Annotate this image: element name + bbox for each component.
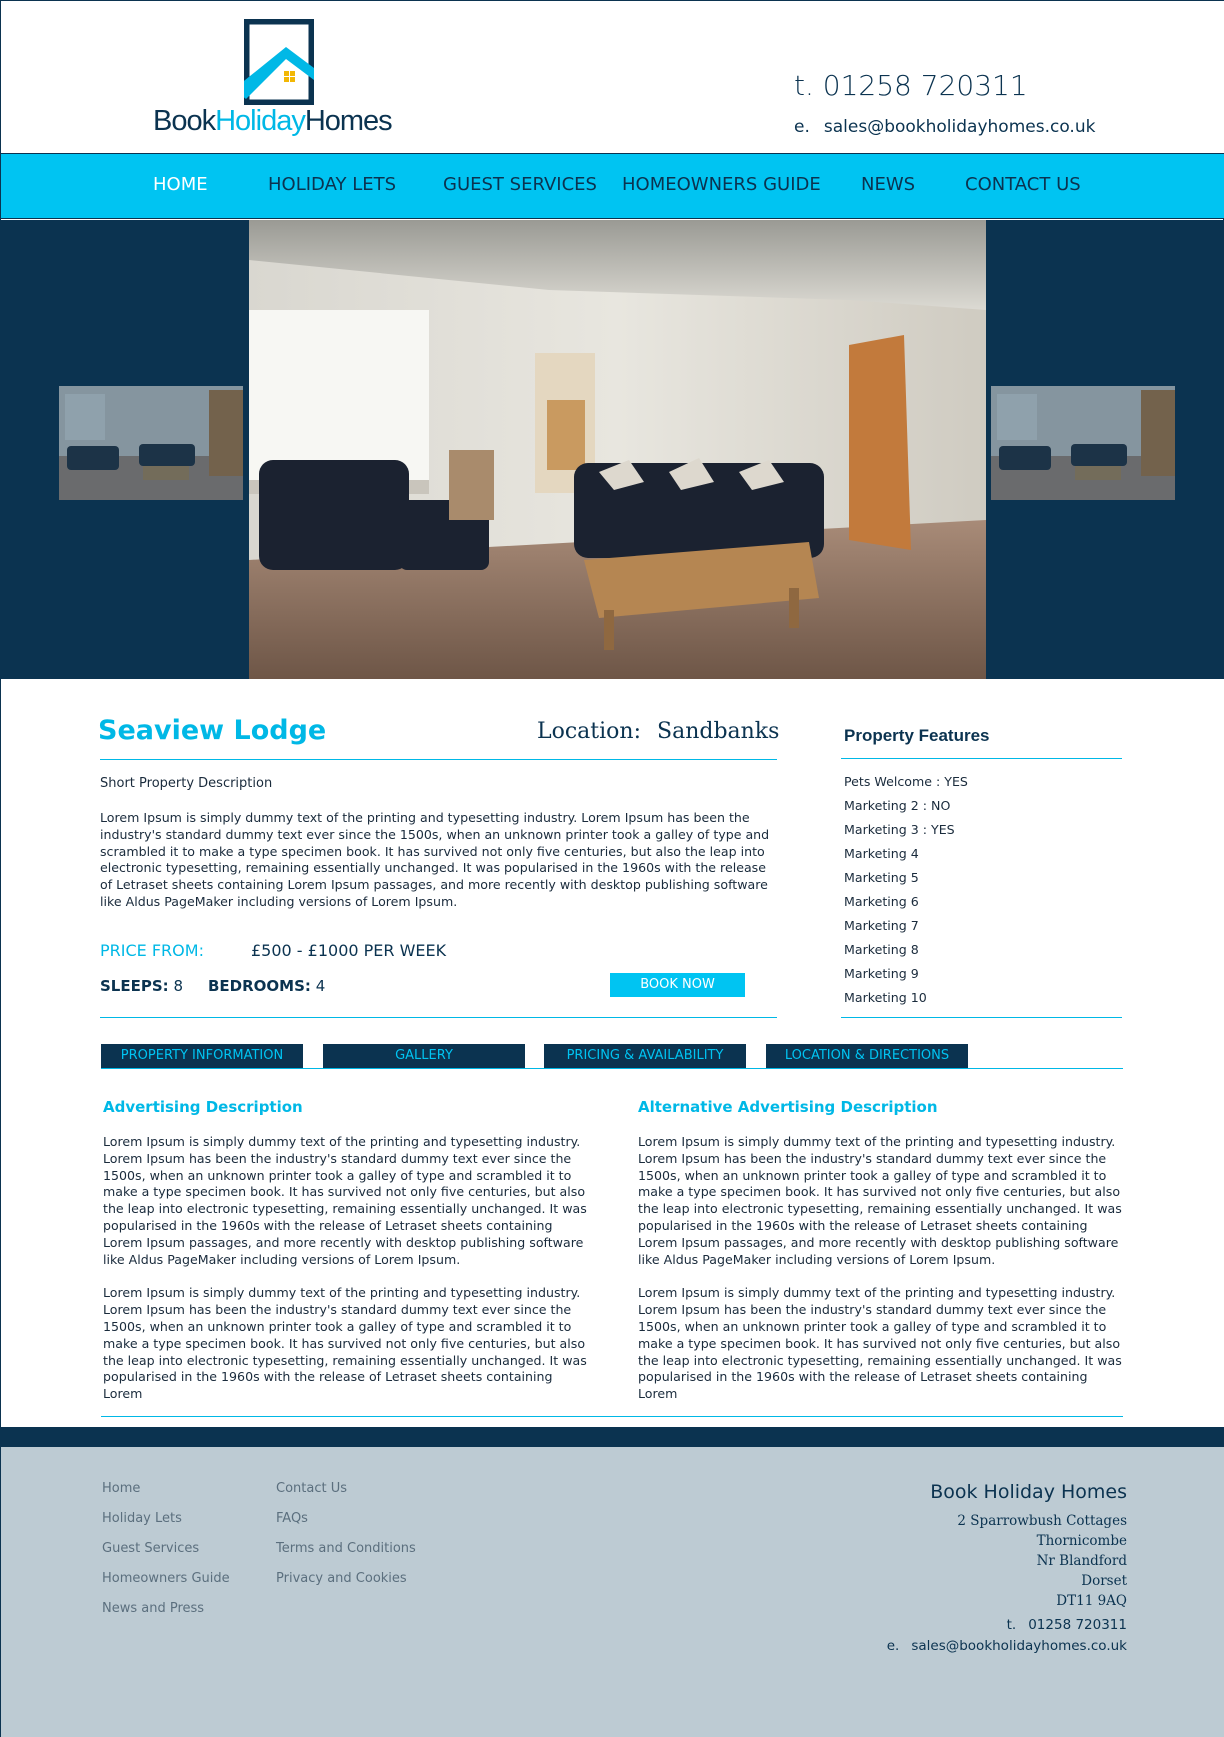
site-footer — [1, 1447, 1224, 1737]
bedrooms-label: BEDROOMS: — [208, 977, 311, 995]
alt-advertising-description-text — [638, 1134, 1128, 1420]
sleeps-value: 8 — [173, 977, 183, 995]
footer-link-home[interactable]: Home — [102, 1481, 141, 1496]
footer-company-name: Book Holiday Homes — [930, 1481, 1127, 1503]
footer-email-prefix: e. — [886, 1638, 900, 1654]
footer-phone[interactable] — [1007, 1617, 1127, 1633]
email-address: sales@bookholidayhomes.co.uk — [823, 117, 1096, 137]
sleeps-label: SLEEPS: — [100, 977, 169, 995]
content-bottom-divider — [101, 1416, 1123, 1417]
property-description: Lorem Ipsum is simply dummy text of the printing and typesetting industry. Lorem Ipsum has been the industry's standard dummy text ever since the 1500s, when an unknown printer took a galley of type and scrambled it to make a type specimen book. It has survived not only five centuries, but also the leap into electronic typesetting, remaining essentially unchanged. It was popularised in the 1960s with the release of Letraset sheets containing Lorem Ipsum passages, and more recently with desktop publishing software like Aldus PageMaker including versions of Lorem Ipsum. — [100, 810, 770, 909]
feature-item: Marketing 2 : NO — [844, 798, 951, 813]
tab-location-directions[interactable]: LOCATION & DIRECTIONS — [766, 1044, 968, 1068]
header-phone[interactable] — [794, 69, 1028, 102]
footer-link-privacy[interactable]: Privacy and Cookies — [276, 1571, 407, 1586]
footer-link-contact-us[interactable]: Contact Us — [276, 1481, 347, 1496]
gallery-thumb-next[interactable] — [991, 386, 1175, 500]
short-description-label: Short Property Description — [100, 776, 273, 791]
nav-homeowners-guide[interactable]: HOMEOWNERS GUIDE — [622, 174, 821, 195]
advertising-description-title: Advertising Description — [103, 1098, 303, 1116]
phone-number: 01258 720311 — [822, 69, 1028, 102]
footer-link-news-press[interactable]: News and Press — [102, 1601, 205, 1616]
logo-word-holiday: Holiday — [215, 105, 305, 137]
location-label: Location: — [537, 719, 641, 744]
advertising-paragraph: Lorem Ipsum is simply dummy text of the printing and typesetting industry. Lorem Ipsum has been the industry's standard dummy text ever since the 1500s, when an unknown printer took a galley of type and scrambled it to make a type specimen book. It has survived not only five centuries, but also the leap into electronic typesetting, remaining essentially unchanged. It was popularised in the 1960s with the release of Letraset sheets containing Lorem Ipsum passages, and more recently with desktop publishing software like Aldus PageMaker including versions of Lorem Ipsum. — [103, 1134, 587, 1267]
alt-advertising-paragraph: Lorem Ipsum is simply dummy text of the printing and typesetting industry. Lorem Ipsum has been the industry's standard dummy text ever since the 1500s, when an unknown printer took a galley of type and scrambled it to make a type specimen book. It has survived not only five centuries, but also the leap into electronic typesetting, remaining essentially unchanged. It was popularised in the 1960s with the release of Letraset sheets containing Lorem Ipsum passages, and more recently with desktop publishing software like Aldus PageMaker including versions of Lorem Ipsum. — [638, 1134, 1122, 1267]
feature-item: Marketing 5 — [844, 870, 919, 885]
footer-phone-number: 01258 720311 — [1028, 1617, 1127, 1633]
nav-holiday-lets[interactable]: HOLIDAY LETS — [268, 174, 397, 195]
gallery-main-image[interactable] — [249, 220, 986, 679]
alt-advertising-description-title: Alternative Advertising Description — [638, 1098, 938, 1116]
email-prefix: e. — [794, 117, 810, 137]
tab-property-information[interactable]: PROPERTY INFORMATION — [101, 1044, 303, 1068]
address-line: 2 Sparrowbush Cottages — [957, 1513, 1127, 1529]
feature-item: Marketing 4 — [844, 846, 919, 861]
tab-pricing-availability[interactable]: PRICING & AVAILABILITY — [544, 1044, 746, 1068]
feature-item: Marketing 9 — [844, 966, 919, 981]
price-divider — [100, 1017, 777, 1018]
features-title: Property Features — [844, 726, 990, 745]
property-title: Seaview Lodge — [98, 715, 327, 746]
price-value: £500 - £1000 PER WEEK — [251, 941, 447, 960]
features-list — [844, 770, 968, 1010]
nav-contact-us[interactable]: CONTACT US — [965, 174, 1081, 195]
address-line: Nr Blandford — [1036, 1553, 1127, 1569]
feature-item: Marketing 6 — [844, 894, 919, 909]
footer-link-terms[interactable]: Terms and Conditions — [276, 1541, 416, 1556]
property-content — [1, 679, 1224, 1447]
address-line: Thornicombe — [1036, 1533, 1127, 1549]
title-divider — [100, 759, 777, 760]
hero-gallery — [1, 220, 1224, 679]
address-line: DT11 9AQ — [1056, 1593, 1127, 1609]
price-label: PRICE FROM: — [100, 941, 204, 960]
feature-item: Marketing 8 — [844, 942, 919, 957]
room-thumbnail-image — [59, 386, 243, 500]
room-thumbnail-image — [991, 386, 1175, 500]
nav-guest-services[interactable]: GUEST SERVICES — [443, 174, 597, 195]
footer-link-holiday-lets[interactable]: Holiday Lets — [102, 1511, 182, 1526]
feature-item: Pets Welcome : YES — [844, 774, 968, 789]
book-now-button[interactable]: BOOK NOW — [610, 973, 745, 997]
feature-item: Marketing 7 — [844, 918, 919, 933]
advertising-paragraph: Lorem Ipsum is simply dummy text of the printing and typesetting industry. Lorem Ipsum has been the industry's standard dummy text ever since the 1500s, when an unknown printer took a galley of type and scrambled it to make a type specimen book. It has survived not only five centuries, but also the leap into electronic typesetting, remaining essentially unchanged. It was popularised in the 1960s with the release of Letraset sheets containing Lorem — [103, 1285, 587, 1402]
gallery-thumb-prev[interactable] — [59, 386, 243, 500]
footer-address — [957, 1511, 1127, 1611]
living-room-photo — [249, 220, 986, 679]
property-location — [537, 719, 779, 744]
footer-email[interactable] — [887, 1638, 1127, 1654]
feature-item: Marketing 3 : YES — [844, 822, 955, 837]
footer-link-faqs[interactable]: FAQs — [276, 1511, 308, 1526]
logo-word-book: Book — [153, 105, 216, 137]
features-title-divider — [841, 758, 1122, 759]
features-divider — [841, 1017, 1122, 1018]
bedrooms-value: 4 — [315, 977, 326, 995]
logo-wordmark — [153, 105, 392, 138]
sleeps-info — [100, 977, 183, 995]
tabs-divider — [101, 1068, 1123, 1069]
nav-home[interactable]: HOME — [153, 174, 208, 195]
address-line: Dorset — [1081, 1573, 1127, 1589]
header-email[interactable] — [794, 117, 1095, 137]
tab-gallery[interactable]: GALLERY — [323, 1044, 525, 1068]
location-value: Sandbanks — [657, 719, 780, 744]
feature-item: Marketing 10 — [844, 990, 927, 1005]
nav-news[interactable]: NEWS — [861, 174, 916, 195]
advertising-description-text — [103, 1134, 593, 1420]
footer-link-homeowners-guide[interactable]: Homeowners Guide — [102, 1571, 230, 1586]
property-tabs — [101, 1044, 1123, 1068]
site-logo[interactable] — [153, 19, 413, 143]
bedrooms-info — [208, 977, 325, 995]
footer-link-guest-services[interactable]: Guest Services — [102, 1541, 200, 1556]
footer-band — [1, 1427, 1224, 1447]
site-header — [1, 1, 1224, 153]
main-nav — [1, 153, 1224, 219]
logo-word-homes: Homes — [304, 105, 392, 137]
house-logo-icon — [244, 19, 314, 105]
phone-prefix: t. — [794, 69, 814, 102]
alt-advertising-paragraph: Lorem Ipsum is simply dummy text of the printing and typesetting industry. Lorem Ipsum has been the industry's standard dummy text ever since the 1500s, when an unknown printer took a galley of type and scrambled it to make a type specimen book. It has survived not only five centuries, but also the leap into electronic typesetting, remaining essentially unchanged. It was popularised in the 1960s with the release of Letraset sheets containing Lorem — [638, 1285, 1122, 1402]
footer-phone-prefix: t. — [1006, 1617, 1017, 1633]
footer-email-address: sales@bookholidayhomes.co.uk — [911, 1638, 1127, 1654]
